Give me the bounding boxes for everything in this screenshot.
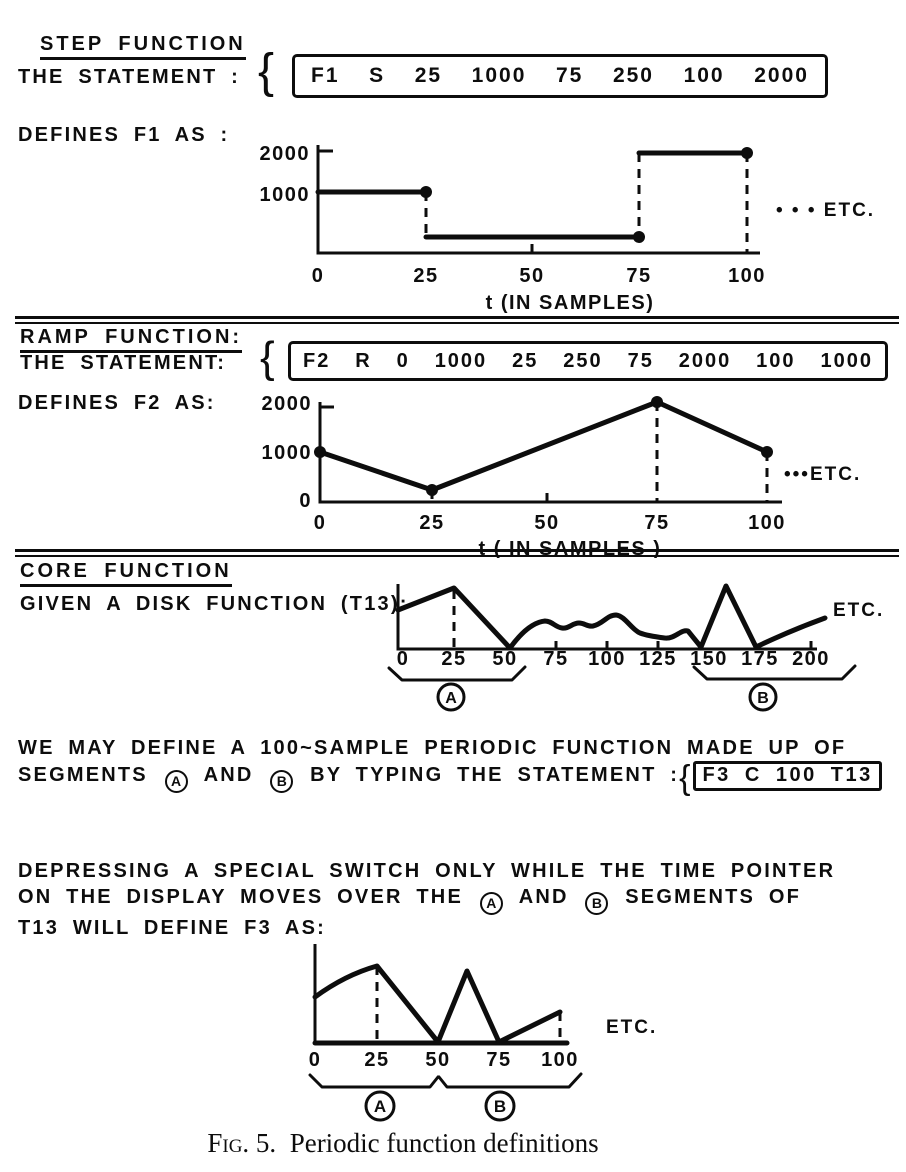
ramp-plot-curve: [314, 396, 773, 502]
f3-statement-box: F3 C 100 T13: [693, 761, 881, 791]
segment-a-letter: A: [445, 690, 457, 707]
data-point: [651, 396, 663, 408]
core-function-heading: CORE FUNCTION: [20, 560, 232, 587]
figure-caption: [0, 1128, 806, 1159]
statement-token: 100: [756, 349, 796, 372]
open-brace: {: [679, 759, 691, 797]
x-tick-label: 125: [639, 648, 677, 670]
switch-line-3: T13 WILL DEFINE F3 AS:: [18, 916, 326, 939]
brace-line: [310, 1075, 438, 1087]
x-axis-label: t (IN SAMPLES): [485, 292, 655, 314]
switch-text: ON THE DISPLAY MOVES OVER THE: [18, 886, 463, 908]
x-tick-label: 0: [308, 1049, 322, 1071]
compose-text: AND: [203, 764, 254, 786]
step-plot-curve: [318, 147, 753, 253]
ramp-polyline: [320, 402, 767, 490]
x-tick-label: 0: [313, 512, 327, 534]
x-tick-label: 25: [413, 265, 439, 287]
section-divider: [15, 549, 899, 557]
segment-b-letter: B: [757, 690, 769, 707]
figure-caption-text: Periodic function definitions: [289, 1128, 599, 1158]
segment-a-letter: A: [373, 1097, 387, 1116]
statement-token: 25: [414, 64, 443, 87]
step-function-heading: STEP FUNCTION: [40, 33, 246, 60]
step-plot-labels: [260, 143, 876, 314]
compose-line-2: [18, 761, 882, 795]
x-tick-label: 50: [534, 512, 560, 534]
segment-a-badge: A: [165, 770, 188, 793]
open-brace: {: [260, 333, 275, 382]
segment-a-brace: [310, 1075, 438, 1120]
ramp-plot-labels: [262, 396, 862, 558]
figure-number: Fig. 5.: [207, 1128, 277, 1158]
x-tick-label: 50: [425, 1049, 451, 1071]
y-tick-label: 0: [299, 490, 312, 512]
y-tick-label: 1000: [259, 184, 310, 206]
x-tick-label: 75: [644, 512, 670, 534]
statement-token: 75: [555, 64, 584, 87]
switch-text: SEGMENTS OF: [625, 886, 802, 908]
x-tick-label: 75: [626, 265, 652, 287]
ramp-statement-label: THE STATEMENT:: [20, 352, 227, 374]
brace-line: [439, 1074, 581, 1087]
x-tick-label: 100: [541, 1049, 579, 1071]
x-tick-label: 200: [792, 648, 830, 670]
ramp-plot-axes: [320, 402, 782, 502]
x-tick-label: 150: [690, 648, 728, 670]
disk-function-curve: [398, 586, 825, 648]
x-tick-label: 100: [748, 512, 786, 534]
statement-token: 2000: [678, 349, 732, 372]
statement-token: 75: [627, 349, 654, 372]
data-point: [420, 186, 432, 198]
open-brace: {: [258, 45, 275, 98]
statement-token: F2: [303, 349, 331, 372]
segment-b-brace: [694, 666, 855, 710]
statement-token: 1000: [471, 64, 527, 87]
section-divider: [15, 316, 899, 324]
step-function-plot: [240, 132, 906, 320]
statement-token: 0: [396, 349, 410, 372]
etc-label: ETC.: [606, 1017, 658, 1038]
statement-token: 250: [612, 64, 654, 87]
data-point: [426, 484, 438, 496]
x-tick-label: 100: [728, 265, 766, 287]
switch-line-1: DEPRESSING A SPECIAL SWITCH ONLY WHILE THE TIME POINTER: [18, 860, 836, 882]
y-tick-label: 2000: [261, 396, 312, 415]
compose-text: SEGMENTS: [18, 764, 148, 786]
data-point: [761, 446, 773, 458]
x-tick-label: 50: [519, 265, 545, 287]
compose-paragraph: [18, 735, 882, 795]
x-tick-label: 0: [311, 265, 325, 287]
x-tick-label: 25: [441, 648, 467, 670]
ramp-function-plot: [240, 396, 906, 558]
switch-line-2: [18, 884, 835, 915]
x-tick-label: 25: [419, 512, 445, 534]
statement-token: F1: [311, 64, 340, 87]
disk-function-plot: [385, 576, 906, 716]
segment-b-brace: [439, 1074, 581, 1120]
statement-token: R: [355, 349, 372, 372]
compose-line-1: WE MAY DEFINE A 100~SAMPLE PERIODIC FUNCTION MADE UP OF: [18, 737, 847, 759]
step-statement-label: THE STATEMENT :: [18, 66, 241, 88]
data-point: [314, 446, 326, 458]
f3-curve: [315, 966, 560, 1042]
switch-paragraph: [18, 858, 835, 941]
segment-a-badge: A: [480, 892, 503, 915]
x-tick-label: 25: [364, 1049, 390, 1071]
x-tick-label: 75: [543, 648, 569, 670]
axis-lines: [320, 402, 782, 502]
ramp-function-heading: RAMP FUNCTION:: [20, 326, 242, 353]
etc-label: •••ETC.: [784, 464, 862, 485]
etc-label: ETC.: [833, 600, 885, 621]
x-tick-label: 75: [486, 1049, 512, 1071]
x-tick-label: 100: [588, 648, 626, 670]
data-point: [741, 147, 753, 159]
step-defines-label: DEFINES F1 AS :: [18, 124, 230, 146]
statement-token: 2000: [754, 64, 809, 87]
segment-a-brace: [389, 667, 525, 710]
x-tick-label: 50: [492, 648, 518, 670]
disk-function-label: GIVEN A DISK FUNCTION (T13):: [20, 593, 409, 615]
data-point: [633, 231, 645, 243]
ramp-defines-label: DEFINES F2 AS:: [18, 392, 216, 414]
segment-b-badge: B: [585, 892, 608, 915]
y-tick-label: 1000: [261, 442, 312, 464]
statement-token: S: [369, 64, 386, 87]
switch-text: AND: [518, 886, 569, 908]
compose-text: BY TYPING THE STATEMENT :: [310, 764, 680, 786]
step-statement-box: [292, 54, 828, 98]
ramp-statement-box: [288, 341, 888, 381]
f3-function-plot: [300, 938, 690, 1126]
y-tick-label: 2000: [259, 143, 310, 165]
x-axis-label: t ( IN SAMPLES ): [478, 538, 662, 558]
statement-token: 1000: [434, 349, 488, 372]
x-tick-label: 175: [741, 648, 779, 670]
segment-b-letter: B: [493, 1097, 507, 1116]
segment-b-badge: B: [270, 770, 293, 793]
statement-token: 1000: [820, 349, 873, 372]
etc-label: • • • ETC.: [776, 200, 876, 221]
statement-token: 25: [512, 349, 539, 372]
x-tick-label: 0: [396, 648, 410, 670]
statement-token: 250: [563, 349, 603, 372]
statement-token: 100: [683, 64, 725, 87]
